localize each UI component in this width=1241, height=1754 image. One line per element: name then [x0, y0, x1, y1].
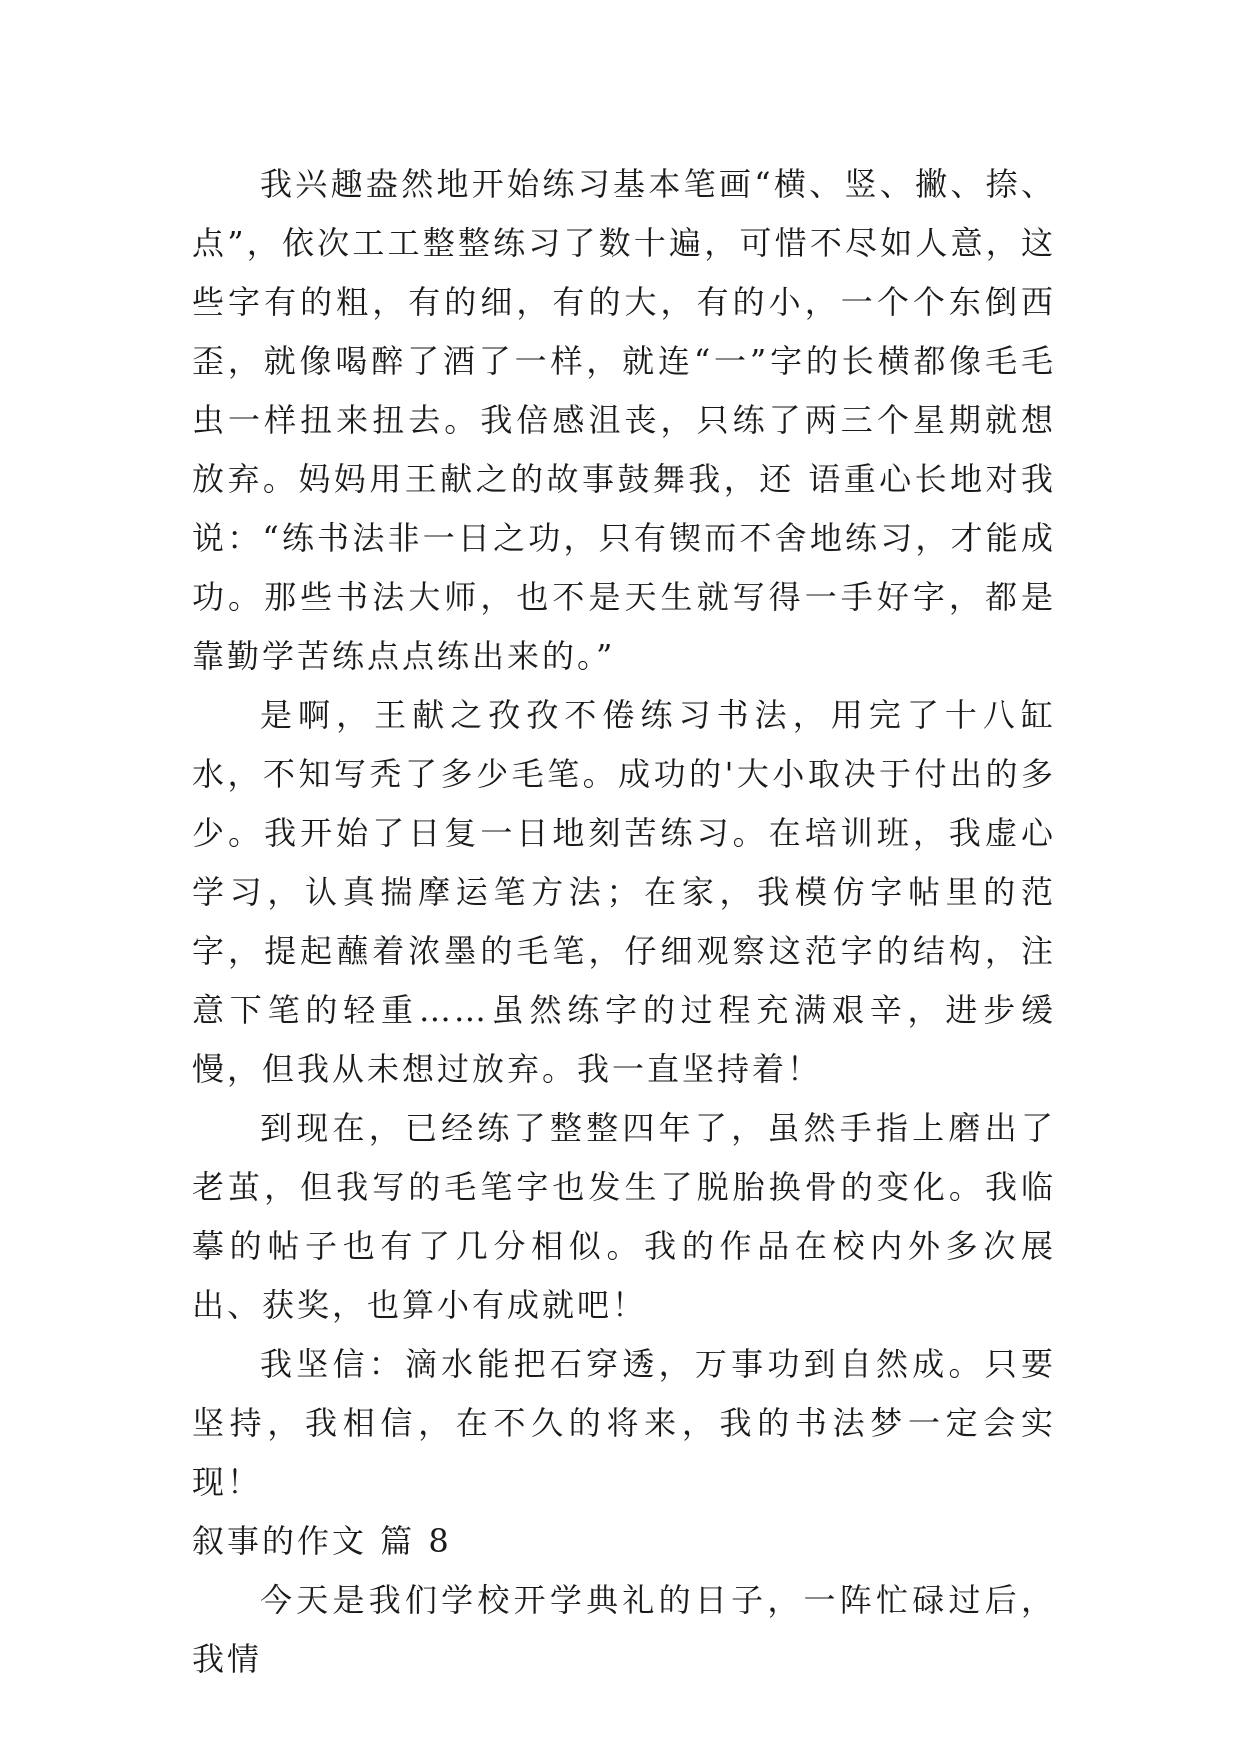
paragraph-practice-strokes: 我兴趣盎然地开始练习基本笔画“横、竖、撇、捺、点”，依次工工整整练习了数十遍，可惜不尽如人意，这些字有的粗，有的细，有的大，有的小，一个个东倒西歪，就像喝醉了酒了一样，就连“一”字的长横都像毛毛虫一样扭来扭去。我倍感沮丧，只练了两三个星期就想放弃。妈妈用王献之的故事鼓舞我，还 语重心长地对我说：“练书法非一日之功，只有锲而不舍地练习，才能成功。那些书法大师，也不是天生就写得一手好字，都是靠勤学苦练点点练出来的。” — [192, 165, 1056, 675]
section-heading: 叙事的作文 篇 8 — [192, 1522, 452, 1560]
paragraph-persistence: 是啊，王献之孜孜不倦练习书法，用完了十八缸水，不知写秃了多少毛笔。成功的'大小取决于付出的多少。我开始了日复一日地刻苦练习。在培训班，我虚心学习，认真揣摩运笔方法；在家，我模仿字帖里的范字，提起蘸着浓墨的毛笔，仔细观察这范字的结构，注意下笔的轻重……虽然练字的过程充满艰辛，进步缓慢，但我从未想过放弃。我一直坚持着！ — [192, 696, 1056, 1088]
paragraph-opening-ceremony: 今天是我们学校开学典礼的日子，一阵忙碌过后，我情 — [192, 1581, 1056, 1678]
paragraph-belief: 我坚信：滴水能把石穿透，万事功到自然成。只要坚持，我相信，在不久的将来，我的书法梦一定会实现！ — [192, 1345, 1056, 1501]
document-body — [192, 155, 1056, 1689]
paragraph-four-years: 到现在，已经练了整整四年了，虽然手指上磨出了老茧，但我写的毛笔字也发生了脱胎换骨的变化。我临摹的帖子也有了几分相似。我的作品在校内外多次展出、获奖，也算小有成就吧！ — [192, 1109, 1056, 1324]
